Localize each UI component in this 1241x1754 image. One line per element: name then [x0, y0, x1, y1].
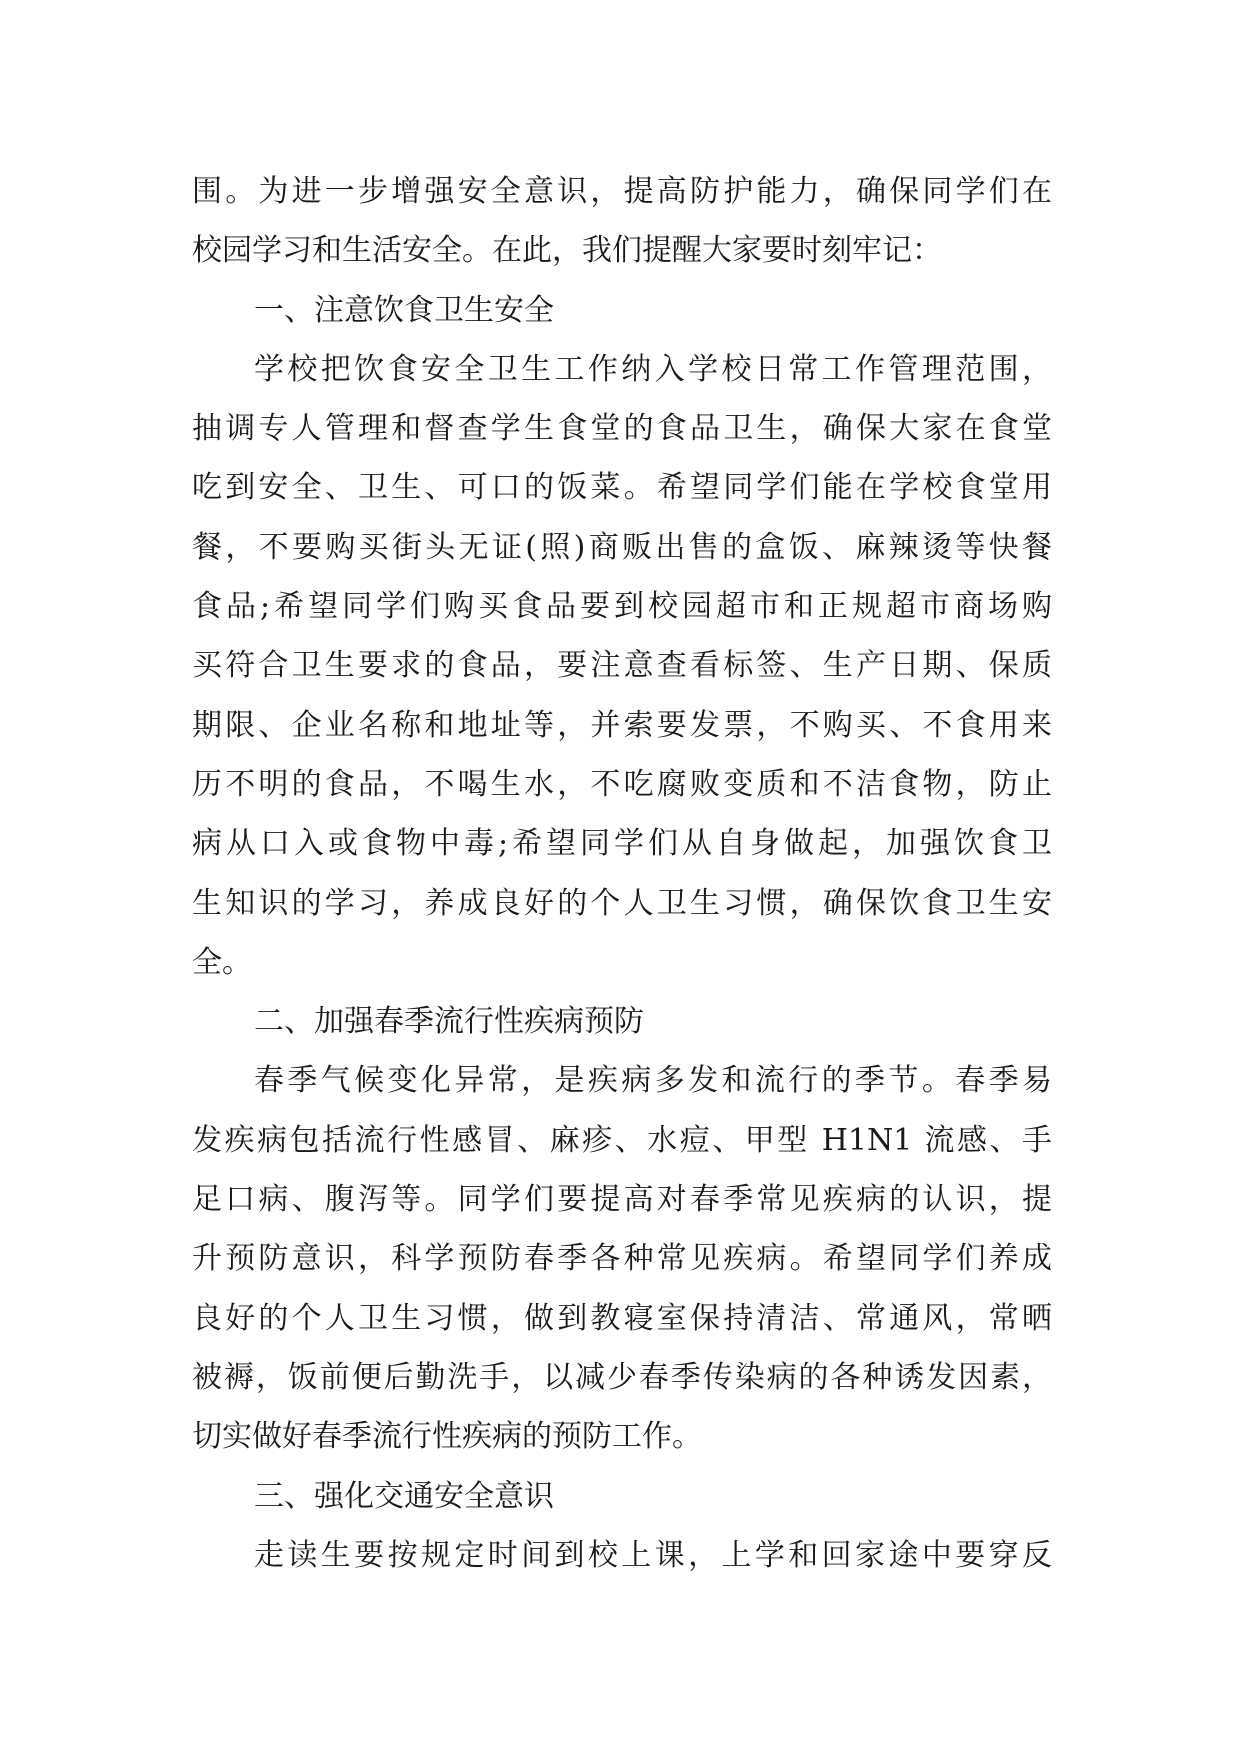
- text-line: 足口病、腹泻等。同学们要提高对春季常见疾病的认识，提: [192, 1182, 1052, 1218]
- text-line: 切实做好春季流行性疾病的预防工作。: [192, 1419, 702, 1455]
- text-line: 良好的个人卫生习惯，做到教寝室保持清洁、常通风，常晒: [192, 1300, 1052, 1336]
- text-line: 生知识的学习，养成良好的个人卫生习惯，确保饮食卫生安: [192, 885, 1052, 921]
- text-line: 校园学习和生活安全。在此，我们提醒大家要时刻牢记：: [192, 233, 942, 269]
- text-line: 发疾病包括流行性感冒、麻疹、水痘、甲型 H1N1 流感、手: [192, 1122, 1052, 1158]
- text-line: 被褥，饭前便后勤洗手，以减少春季传染病的各种诱发因素，: [192, 1359, 1052, 1395]
- text-line: 围。为进一步增强安全意识，提高防护能力，确保同学们在: [192, 174, 1052, 209]
- section-heading: 一、注意饮食卫生安全: [254, 292, 554, 328]
- text-line: 买符合卫生要求的食品，要注意查看标签、生产日期、保质: [192, 648, 1052, 684]
- text-line: 期限、企业名称和地址等，并索要发票，不购买、不食用来: [192, 707, 1052, 743]
- text-line: 升预防意识，科学预防春季各种常见疾病。希望同学们养成: [192, 1241, 1052, 1277]
- text-line: 全。: [192, 944, 252, 980]
- text-line: 病从口入或食物中毒;希望同学们从自身做起，加强饮食卫: [192, 826, 1052, 862]
- text-line: 学校把饮食安全卫生工作纳入学校日常工作管理范围，: [254, 351, 1052, 387]
- text-line: 餐，不要购买街头无证(照)商贩出售的盒饭、麻辣烫等快餐: [192, 529, 1052, 565]
- text-line: 春季气候变化异常，是疾病多发和流行的季节。春季易: [254, 1063, 1052, 1099]
- document-body: [192, 162, 1052, 1585]
- section-heading: 二、加强春季流行性疾病预防: [254, 1004, 644, 1040]
- text-line: 抽调专人管理和督查学生食堂的食品卫生，确保大家在食堂: [192, 411, 1052, 447]
- text-line: 吃到安全、卫生、可口的饭菜。希望同学们能在学校食堂用: [192, 470, 1052, 506]
- text-line: 走读生要按规定时间到校上课，上学和回家途中要穿反: [254, 1537, 1052, 1573]
- section-heading: 三、强化交通安全意识: [254, 1478, 554, 1514]
- text-line: 食品;希望同学们购买食品要到校园超市和正规超市商场购: [192, 589, 1052, 625]
- text-line: 历不明的食品，不喝生水，不吃腐败变质和不洁食物，防止: [192, 766, 1052, 802]
